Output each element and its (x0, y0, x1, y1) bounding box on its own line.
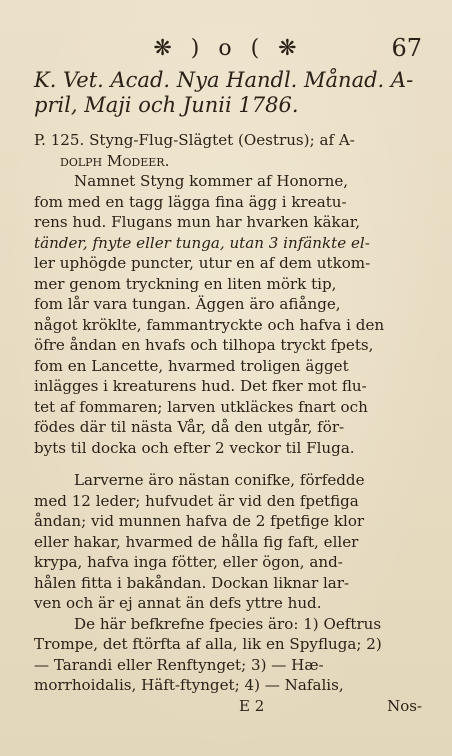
paragraph-2 (34, 470, 422, 696)
text-line: fom lår vara tungan. Äggen äro afiånge, (34, 295, 341, 313)
text-line: tänder, fnyte eller tunga, utan 3 infänkte el- (34, 233, 370, 252)
text-line: De här befkrefne fpecies äro: 1) Oeftrus (74, 614, 382, 633)
text-line: med 12 leder; hufvudet är vid den fpetfiga (34, 491, 359, 510)
text-line: Trompe, det ftörfta af alla, lik en Spyfluga; 2) (34, 635, 382, 653)
paragraph-1 (34, 171, 422, 458)
section-heading (34, 68, 422, 118)
text-line: fom en Lancette, hvarmed troligen ägget (34, 356, 349, 375)
text-line: ven och är ej annat än defs yttre hud. (34, 594, 322, 612)
page-number: 67 (391, 34, 422, 62)
text-line: inlägges i kreaturens hud. Det fker mot flu- (34, 377, 367, 395)
text-line: morrhoidalis, Häft-ftynget; 4) — Nafalis, (34, 676, 344, 694)
page-header (34, 30, 422, 66)
heading-line-1: K. Vet. Acad. Nya Handl. Månad. A- (34, 68, 414, 92)
text-line: öfre åndan en hvafs och tilhopa tryckt fpets, (34, 336, 374, 354)
text-line: — Tarandi eller Renftynget; 3) — Hæ- (34, 655, 324, 674)
text-line: födes där til nästa Vår, då den utgår, för- (34, 418, 345, 436)
heading-line-2: pril, Maji och Junii 1786. (34, 93, 299, 117)
entry-line-2: dolph Modeer. (60, 151, 170, 170)
text-line: krypa, hafva inga fötter, eller ögon, and- (34, 553, 343, 571)
text-line: åndan; vid munnen hafva de 2 fpetfige klor (34, 512, 365, 530)
text-line: Namnet Styng kommer af Honorne, (74, 172, 349, 190)
text-line: eller hakar, hvarmed de hålla fig faft, eller (34, 532, 359, 551)
text-line: mer genom tryckning en liten mörk tip, (34, 274, 337, 293)
ornament: ❋ ) o ( ❋ (153, 36, 303, 61)
entry-line-1: P. 125. Styng-Flug-Slägtet (Oestrus); af A- (34, 131, 355, 149)
text-line: rens hud. Flugans mun har hvarken käkar, (34, 213, 361, 231)
text-line: fom med en tagg lägga fina ägg i kreatu- (34, 192, 347, 211)
text-line: något kröklte, fammantryckte och hafva i den (34, 315, 385, 334)
text-line: Larverne äro nästan conifke, förfedde (74, 471, 365, 489)
signature-mark: E 2 (239, 696, 265, 715)
text-line: byts til docka och efter 2 veckor til Fluga. (34, 438, 355, 457)
entry-title (34, 130, 422, 171)
catchword: Nos- (387, 696, 422, 715)
text-line: ler uphögde puncter, utur en af dem utkom- (34, 254, 371, 272)
text-line: tet af fommaren; larven utkläckes fnart och (34, 397, 368, 416)
text-line: hålen fitta i bakåndan. Dockan liknar lar- (34, 573, 350, 592)
